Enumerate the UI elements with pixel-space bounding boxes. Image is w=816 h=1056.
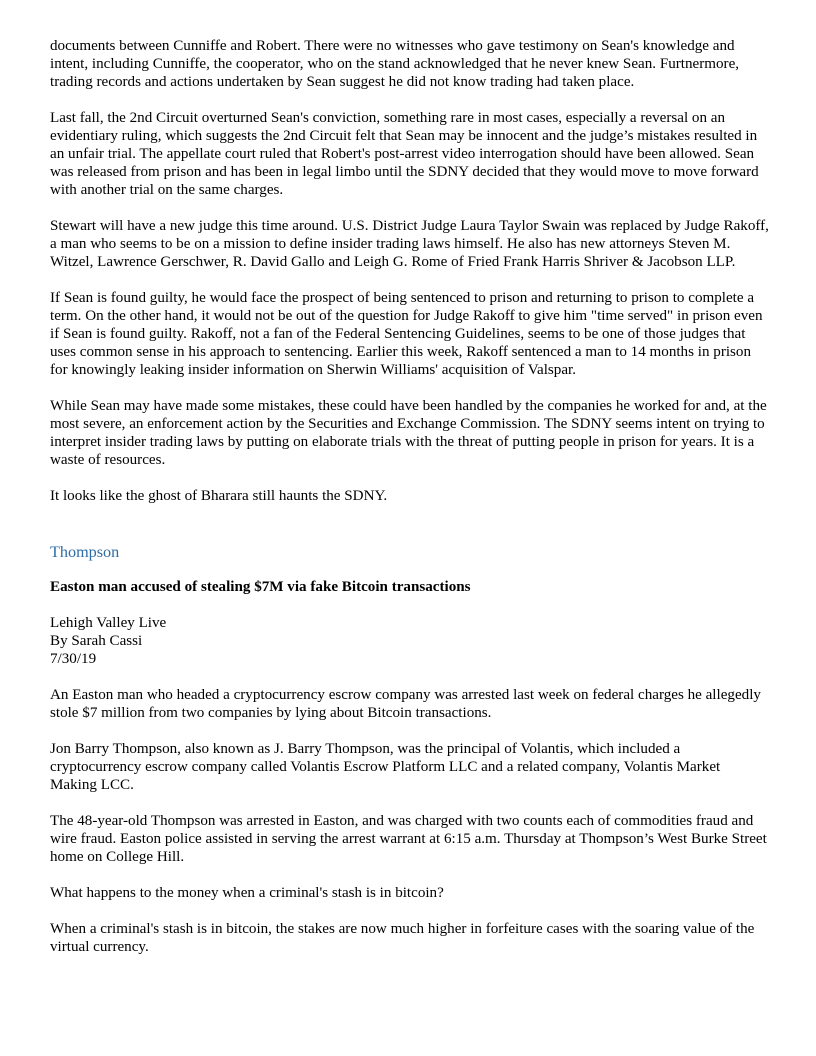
article-date: 7/30/19 — [50, 651, 97, 667]
article-headline: Easton man accused of stealing $7M via fake Bitcoin transactions — [50, 579, 471, 595]
body-paragraph: Jon Barry Thompson, also known as J. Barry Thompson, was the principal of Volantis, which included a cryptocurrency escrow company called Volantis Escrow Platform LLC and a related company, Volantis Market Making LCC. — [50, 741, 721, 793]
article-source: Lehigh Valley Live — [50, 615, 167, 631]
body-paragraph: When a criminal's stash is in bitcoin, the stakes are now much higher in forfeiture cases with the soaring value of the virtual currency. — [50, 921, 755, 955]
body-paragraph: What happens to the money when a criminal's stash is in bitcoin? — [50, 885, 444, 901]
body-paragraph: Stewart will have a new judge this time around. U.S. District Judge Laura Taylor Swain was replaced by Judge Rakoff, a man who seems to be on a mission to define insider trading laws himself. He also has new attorneys Steven M. Witzel, Lawrence Gerschwer, R. David Gallo and Leigh G. Rome of Fried Frank Harris Shriver & Jacobson LLP. — [50, 218, 769, 270]
body-paragraph: If Sean is found guilty, he would face the prospect of being sentenced to prison and returning to prison to complete a term. On the other hand, it would not be out of the question for Judge Rakoff to give him "time served" in prison even if Sean is found guilty. Rakoff, not a fan of the Federal Sentencing Guidelines, seems to be one of those judges that uses common sense in his approach to sentencing. Earlier this week, Rakoff sentenced a man to 14 months in prison for knowingly leaking insider information on Sherwin Williams' acquisition of Valspar. — [50, 290, 763, 378]
body-paragraph: An Easton man who headed a cryptocurrency escrow company was arrested last week on federal charges he allegedly stole $7 million from two companies by lying about Bitcoin transactions. — [50, 687, 761, 721]
body-paragraph: documents between Cunniffe and Robert. There were no witnesses who gave testimony on Sean's knowledge and intent, including Cunniffe, the cooperator, who on the stand acknowledged that he never knew Sean. Furtnermore, trading records and actions undertaken by Sean suggest he did not know trading had taken place. — [50, 38, 740, 90]
body-paragraph: Last fall, the 2nd Circuit overturned Sean's conviction, something rare in most cases, especially a reversal on an evidentiary ruling, which suggests the 2nd Circuit felt that Sean may be innocent and the judge’s mistakes resulted in an unfair trial. The appellate court ruled that Robert's post-arrest video interrogation should have been allowed. Sean was released from prison and has been in legal limbo until the SDNY decided that they would move to move forward with another trial on the same charges. — [50, 110, 759, 198]
body-paragraph: The 48-year-old Thompson was arrested in Easton, and was charged with two counts each of commodities fraud and wire fraud. Easton police assisted in serving the arrest warrant at 6:15 a.m. Thursday at Thompson’s West Burke Street home on College Hill. — [50, 813, 767, 865]
document-page — [50, 37, 770, 974]
article-byline: By Sarah Cassi — [50, 633, 143, 649]
article-source-block — [50, 614, 770, 668]
body-paragraph: It looks like the ghost of Bharara still haunts the SDNY. — [50, 488, 388, 504]
body-paragraph: While Sean may have made some mistakes, these could have been handled by the companies he worked for and, at the most severe, an enforcement action by the Securities and Exchange Commission. The SDNY seems intent on trying to interpret insider trading laws by putting on elaborate trials with the threat of putting people in prison for years. It is a waste of resources. — [50, 398, 767, 468]
section-link-thompson[interactable]: Thompson — [50, 543, 120, 561]
